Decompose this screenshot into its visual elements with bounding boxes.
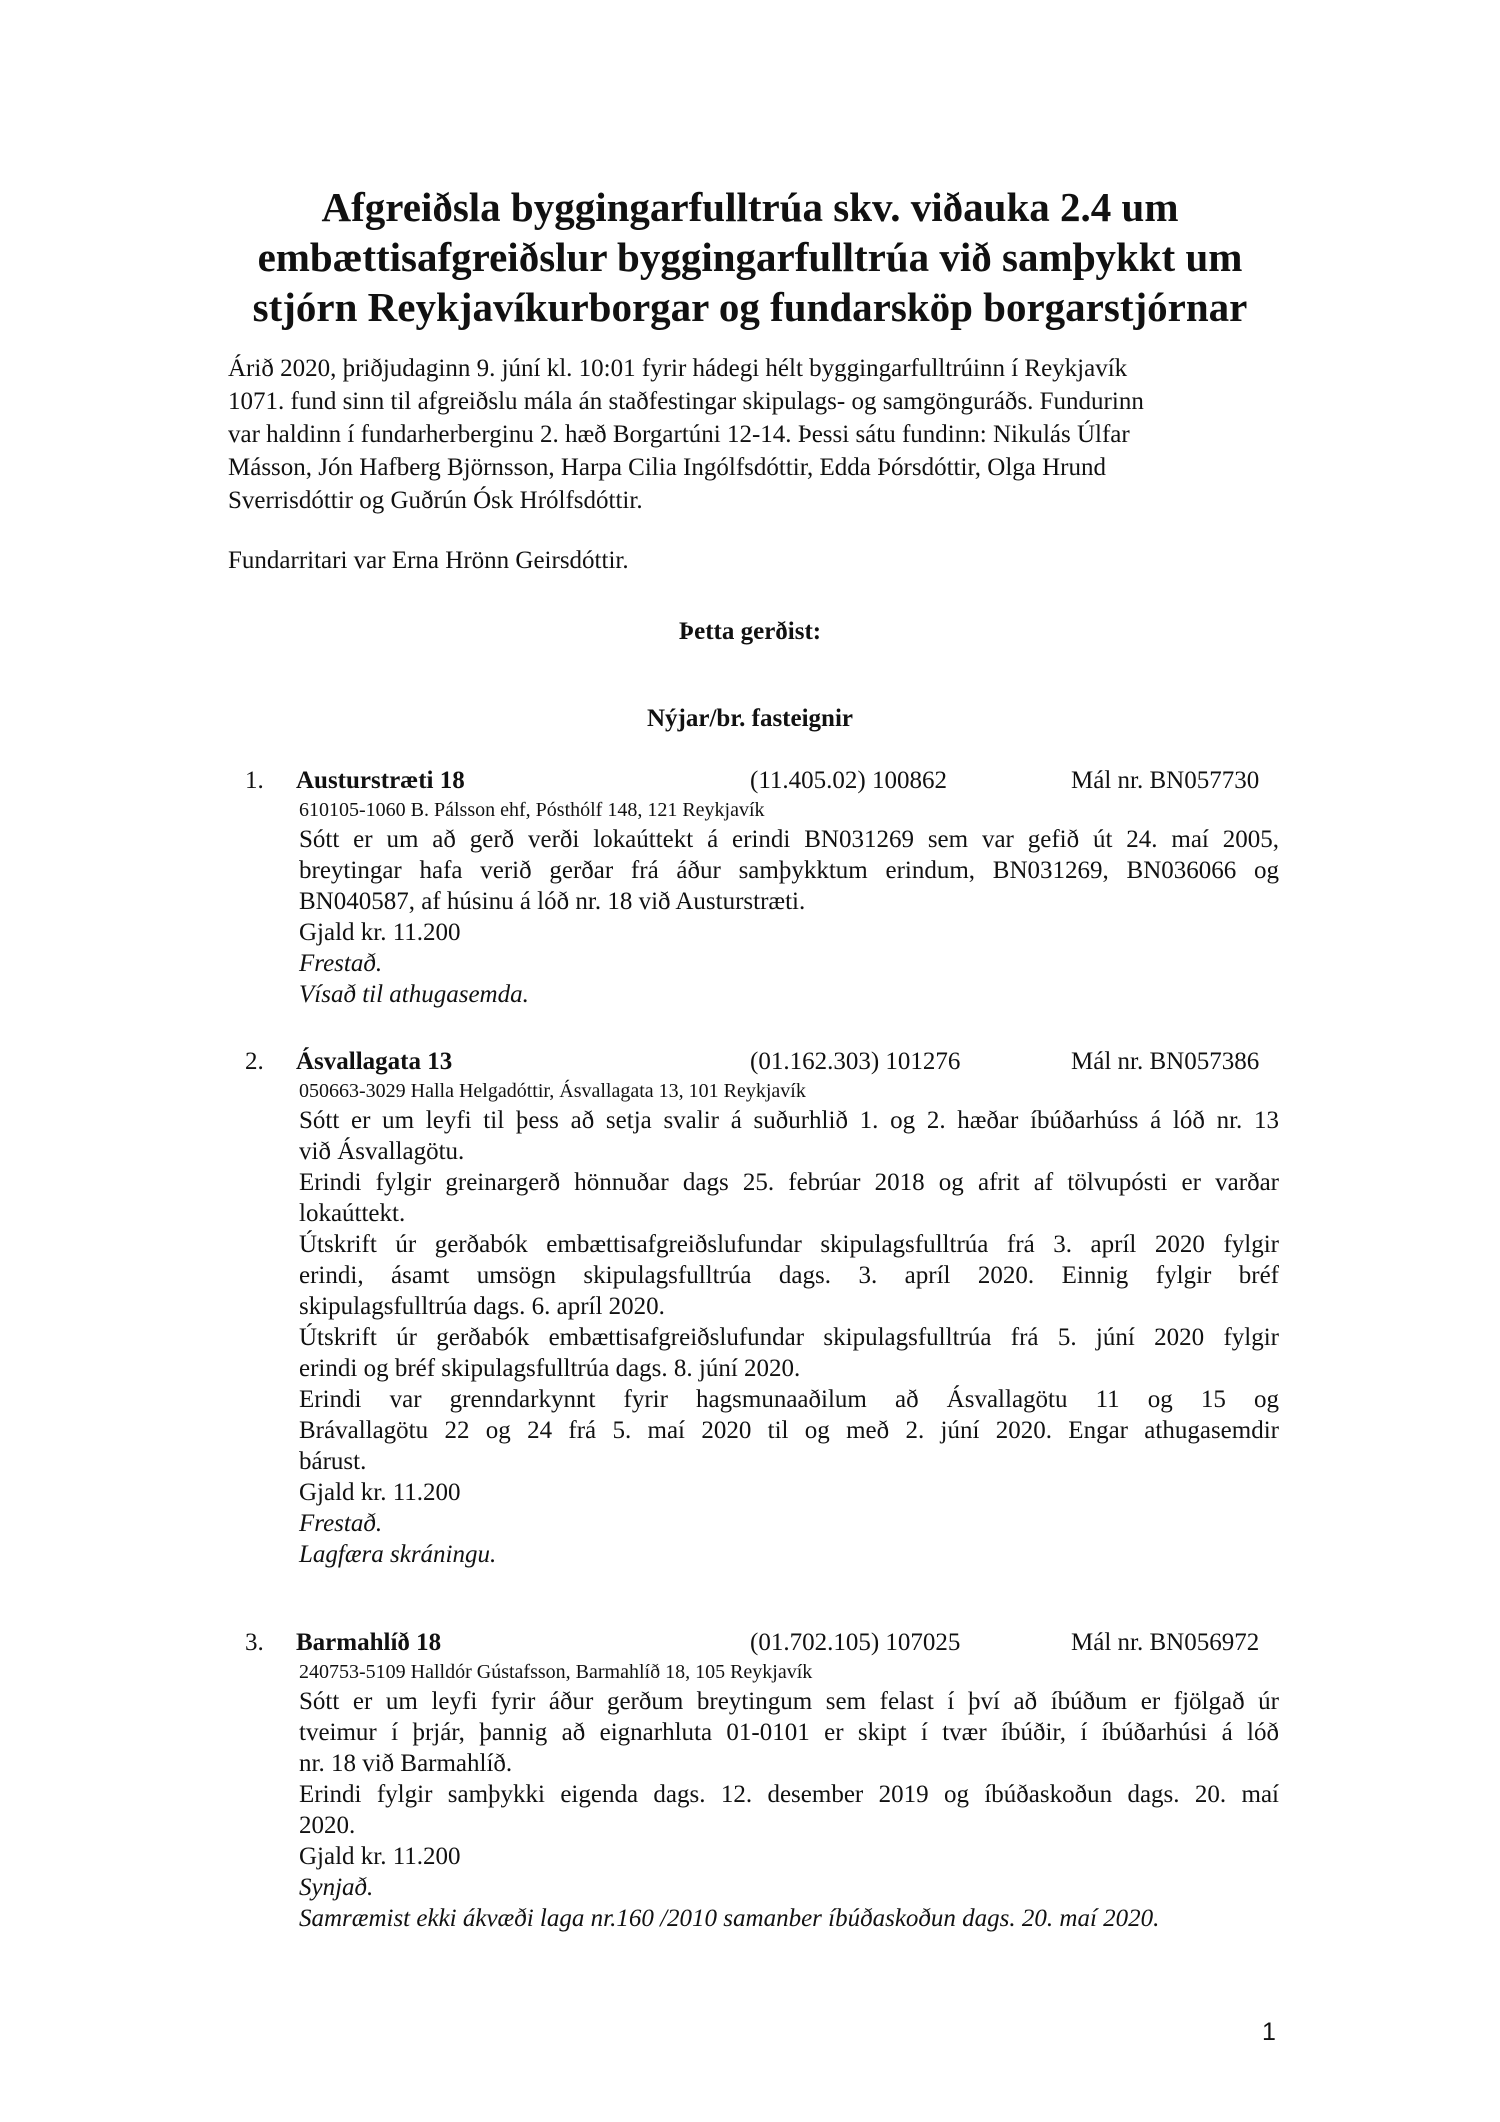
case-applicant: 240753-5109 Halldór Gústafsson, Barmahlíð 18, 105 Reykjavík xyxy=(299,1661,813,1683)
case-text-line: erindi, ásamt umsögn skipulagsfulltrúa dags. 3. apríl 2020. Einnig fylgir bréf xyxy=(299,1262,1279,1289)
case-land-id: (01.162.303) 101276 xyxy=(750,1048,961,1075)
intro-line: Másson, Jón Hafberg Björnsson, Harpa Cilia Ingólfsdóttir, Edda Þórsdóttir, Olga Hrund xyxy=(228,454,1106,481)
case-text-line: BN040587, af húsinu á lóð nr. 18 við Austurstræti. xyxy=(299,888,806,915)
case-header xyxy=(0,765,1500,796)
case-text-line: tveimur í þrjár, þannig að eignarhluta 01-0101 er skipt í tvær íbúðir, í íbúðarhúsi á lóð xyxy=(299,1719,1279,1746)
case-number: 1. xyxy=(245,767,264,794)
case-body xyxy=(299,1686,1279,1934)
title-line: embættisafgreiðslur byggingarfulltrúa við samþykkt um xyxy=(257,234,1243,280)
case-decision: Frestað. xyxy=(299,950,383,977)
case-decision: Synjað. xyxy=(299,1874,374,1901)
case-decision: Frestað. xyxy=(299,1510,383,1537)
case-item xyxy=(0,765,1500,1010)
document-title xyxy=(170,182,1330,332)
case-text-line: erindi og bréf skipulagsfulltrúa dags. 8. júní 2020. xyxy=(299,1355,801,1382)
intro-paragraph xyxy=(228,352,1278,517)
title-line: Afgreiðsla byggingarfulltrúa skv. viðauka 2.4 um xyxy=(321,184,1179,230)
case-text-line: lokaúttekt. xyxy=(299,1200,406,1227)
case-decision-note: Vísað til athugasemda. xyxy=(299,981,529,1008)
case-applicant: 050663-3029 Halla Helgadóttir, Ásvallagata 13, 101 Reykjavík xyxy=(299,1080,806,1102)
case-text-line: Útskrift úr gerðabók embættisafgreiðslufundar skipulagsfulltrúa frá 3. apríl 2020 fylgir xyxy=(299,1231,1279,1258)
case-fee: Gjald kr. 11.200 xyxy=(299,1479,461,1506)
intro-line: Sverrisdóttir og Guðrún Ósk Hrólfsdóttir. xyxy=(228,487,643,514)
case-text-line: Erindi fylgir samþykki eigenda dags. 12. desember 2019 og íbúðaskoðun dags. 20. maí xyxy=(299,1781,1279,1808)
intro-line: 1071. fund sinn til afgreiðslu mála án staðfestingar skipulags- og samgönguráðs. Fundurinn xyxy=(228,388,1144,415)
case-address: Austurstræti 18 xyxy=(296,767,465,794)
category-heading: Nýjar/br. fasteignir xyxy=(647,705,853,732)
case-address: Barmahlíð 18 xyxy=(296,1629,442,1656)
case-reference: Mál nr. BN057386 xyxy=(1071,1048,1260,1075)
case-land-id: (11.405.02) 100862 xyxy=(750,767,947,794)
secretary-line: Fundarritari var Erna Hrönn Geirsdóttir. xyxy=(228,547,629,574)
case-header xyxy=(0,1046,1500,1077)
case-text-line: við Ásvallagötu. xyxy=(299,1138,465,1165)
section-heading: Þetta gerðist: xyxy=(678,618,822,645)
case-number: 2. xyxy=(245,1048,264,1075)
case-text-line: bárust. xyxy=(299,1448,367,1475)
case-text-line: breytingar hafa verið gerðar frá áður samþykktum erindum, BN031269, BN036066 og xyxy=(299,857,1279,884)
title-line: stjórn Reykjavíkurborgar og fundarsköp borgarstjórnar xyxy=(252,284,1248,330)
case-body xyxy=(299,824,1279,1010)
case-text-line: Útskrift úr gerðabók embættisafgreiðslufundar skipulagsfulltrúa frá 5. júní 2020 fylgir xyxy=(299,1324,1279,1351)
case-address: Ásvallagata 13 xyxy=(296,1048,453,1075)
page-number: 1 xyxy=(1262,2018,1276,2046)
case-text-line: 2020. xyxy=(299,1812,356,1839)
case-land-id: (01.702.105) 107025 xyxy=(750,1629,961,1656)
case-item xyxy=(0,1046,1500,1570)
case-text-line: Erindi fylgir greinargerð hönnuðar dags 25. febrúar 2018 og afrit af tölvupósti er varðar xyxy=(299,1169,1279,1196)
case-text-line: Sótt er um að gerð verði lokaúttekt á erindi BN031269 sem var gefið út 24. maí 2005, xyxy=(299,826,1279,853)
case-fee: Gjald kr. 11.200 xyxy=(299,1843,461,1870)
case-header xyxy=(0,1627,1500,1658)
case-decision-note: Samræmist ekki ákvæði laga nr.160 /2010 samanber íbúðaskoðun dags. 20. maí 2020. xyxy=(299,1905,1160,1932)
case-text-line: Brávallagötu 22 og 24 frá 5. maí 2020 til og með 2. júní 2020. Engar athugasemdir xyxy=(299,1417,1279,1444)
case-text-line: Sótt er um leyfi til þess að setja svalir á suðurhlið 1. og 2. hæðar íbúðarhúss á lóð nr. 13 xyxy=(299,1107,1279,1134)
intro-line: var haldinn í fundarherberginu 2. hæð Borgartúni 12-14. Þessi sátu fundinn: Nikulás Úlfar xyxy=(228,421,1130,448)
intro-line: Árið 2020, þriðjudaginn 9. júní kl. 10:01 fyrir hádegi hélt byggingarfulltrúinn í Reykjavík xyxy=(228,355,1128,382)
case-applicant: 610105-1060 B. Pálsson ehf, Pósthólf 148, 121 Reykjavík xyxy=(299,799,765,821)
case-body xyxy=(299,1105,1279,1570)
case-text-line: Sótt er um leyfi fyrir áður gerðum breytingum sem felast í því að íbúðum er fjölgað úr xyxy=(299,1688,1279,1715)
case-fee: Gjald kr. 11.200 xyxy=(299,919,461,946)
case-text-line: nr. 18 við Barmahlíð. xyxy=(299,1750,513,1777)
case-decision-note: Lagfæra skráningu. xyxy=(299,1541,497,1568)
case-reference: Mál nr. BN057730 xyxy=(1071,767,1260,794)
case-item xyxy=(0,1627,1500,1934)
case-text-line: Erindi var grenndarkynnt fyrir hagsmunaaðilum að Ásvallagötu 11 og 15 og xyxy=(299,1386,1279,1413)
case-text-line: skipulagsfulltrúa dags. 6. apríl 2020. xyxy=(299,1293,665,1320)
case-reference: Mál nr. BN056972 xyxy=(1071,1629,1260,1656)
case-number: 3. xyxy=(245,1629,264,1656)
